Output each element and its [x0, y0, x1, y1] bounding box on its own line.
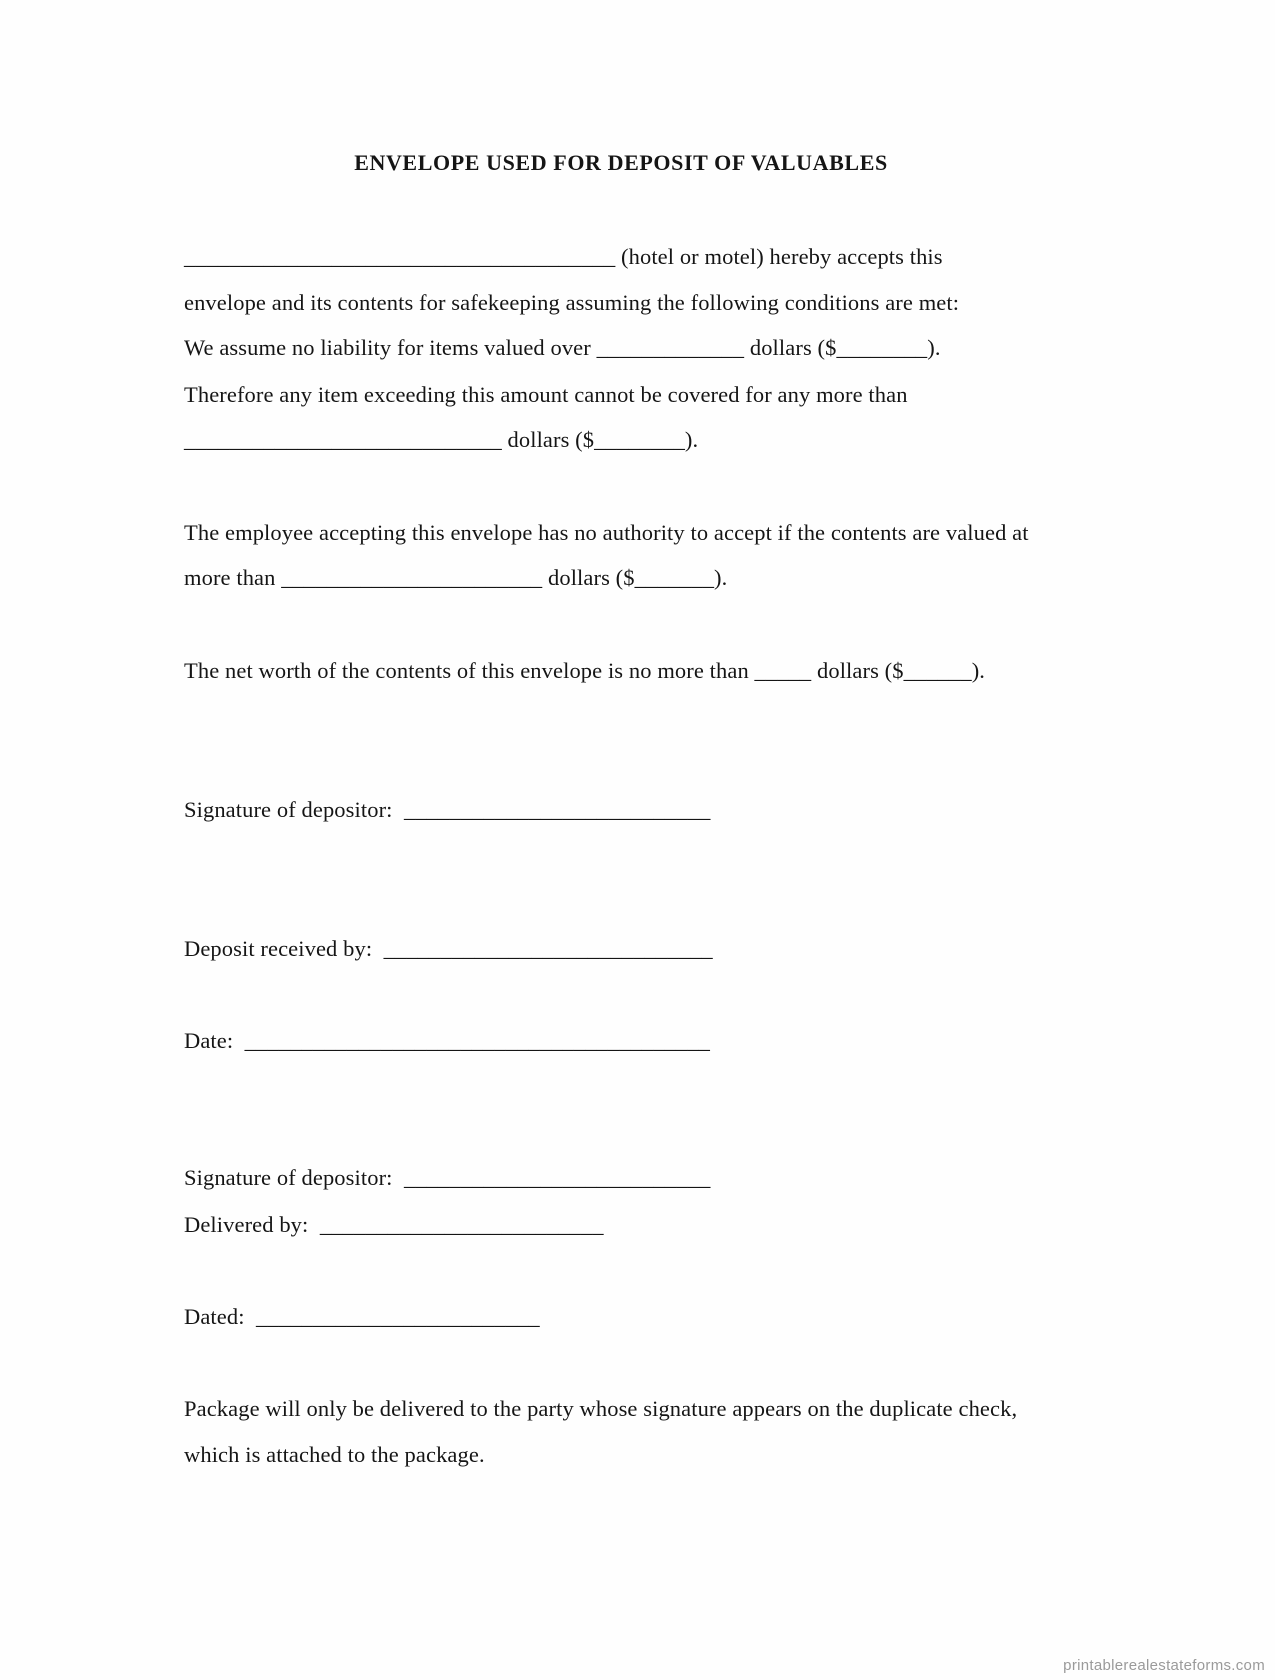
net-worth-line: The net worth of the contents of this envelope is no more than _____ dollars ($______).	[184, 658, 986, 683]
document-title: ENVELOPE USED FOR DEPOSIT OF VALUABLES	[354, 150, 888, 175]
date-line: Date: _________________________________________	[184, 1028, 711, 1053]
employee-authority-line: The employee accepting this envelope has no authority to accept if the contents are valued at	[184, 520, 1029, 545]
site-watermark: printablerealestateforms.com	[1063, 1657, 1265, 1674]
coverage-amount-line: ____________________________ dollars ($________).	[184, 427, 699, 452]
deposit-received-by-line: Deposit received by: _____________________________	[184, 936, 713, 961]
depositor-signature-line-2: Signature of depositor: ___________________________	[184, 1165, 711, 1190]
delivery-condition-line: Package will only be delivered to the party whose signature appears on the duplicate check,	[184, 1396, 1018, 1421]
delivered-by-line: Delivered by: _________________________	[184, 1212, 604, 1237]
depositor-signature-line: Signature of depositor: ___________________________	[184, 797, 711, 822]
hotel-acceptance-line: ______________________________________ (hotel or motel) hereby accepts this	[184, 244, 943, 269]
dated-line: Dated: _________________________	[184, 1304, 540, 1329]
authority-amount-line: more than _______________________ dollars ($_______).	[184, 565, 728, 590]
coverage-limit-line: Therefore any item exceeding this amount cannot be covered for any more than	[184, 382, 908, 407]
conditions-intro-line: envelope and its contents for safekeeping assuming the following conditions are met:	[184, 290, 960, 315]
delivery-condition-line-2: which is attached to the package.	[184, 1442, 485, 1467]
liability-limit-line: We assume no liability for items valued over _____________ dollars ($________).	[184, 335, 941, 360]
